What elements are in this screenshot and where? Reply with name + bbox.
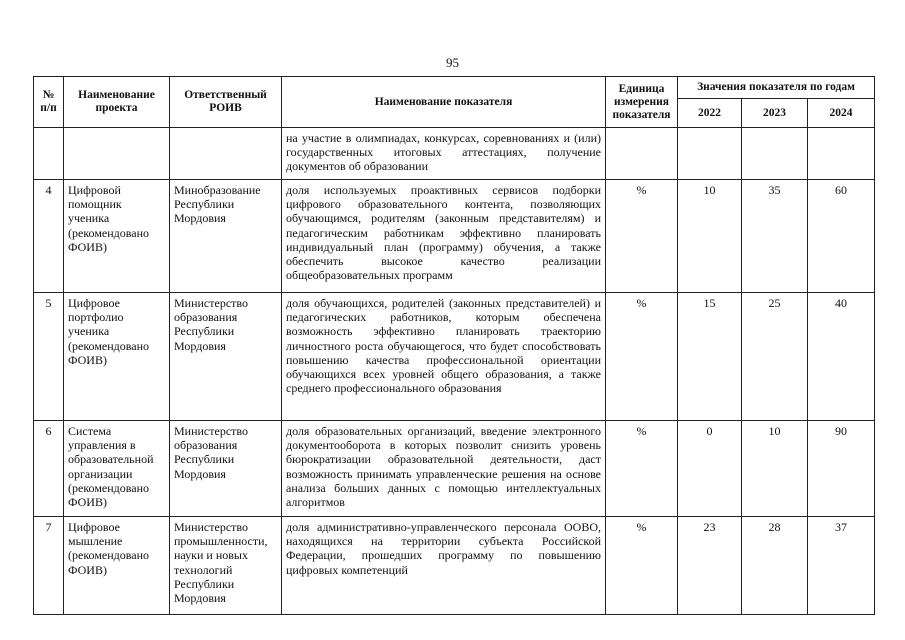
row-value-2024: 60 — [808, 180, 875, 293]
header-indicator: Наименование показателя — [282, 77, 606, 128]
header-year-2024: 2024 — [808, 99, 875, 128]
row-value-2024: 37 — [808, 517, 875, 615]
row-indicator: доля обучающихся, родителей (законных представителей) и педагогических работников, которым обеспечена возможность эффективно планировать траекторию личностного роста обучающегося, что будет способствовать повышению качества профессиональной ориентации обучающихся всех уровней общего образования, а также среднего профессионального образования — [282, 293, 606, 421]
table-row — [34, 180, 875, 293]
row-value-2022: 23 — [678, 517, 742, 615]
row-indicator: доля административно-управленческого персонала ООВО, находящихся на территории субъекта Российской Федерации, прошедших программу по повышению цифровых компетенций — [282, 517, 606, 615]
table-row — [34, 293, 875, 421]
row-value-2023: 10 — [742, 421, 808, 517]
row-project: Цифровой помощник ученика (рекомендовано ФОИВ) — [64, 180, 170, 293]
row-value-2022 — [678, 128, 742, 180]
header-year-2023: 2023 — [742, 99, 808, 128]
row-project: Система управления в образовательной организации (рекомендовано ФОИВ) — [64, 421, 170, 517]
header-unit: Единица измерения показателя — [606, 77, 678, 128]
indicators-table — [33, 76, 875, 615]
row-unit: % — [606, 180, 678, 293]
row-unit: % — [606, 421, 678, 517]
row-no — [34, 128, 64, 180]
row-value-2022: 10 — [678, 180, 742, 293]
row-no: 7 — [34, 517, 64, 615]
row-value-2023: 28 — [742, 517, 808, 615]
table-row — [34, 517, 875, 615]
row-value-2023: 35 — [742, 180, 808, 293]
row-unit: % — [606, 517, 678, 615]
table-row — [34, 421, 875, 517]
row-value-2024: 40 — [808, 293, 875, 421]
row-unit — [606, 128, 678, 180]
row-value-2022: 15 — [678, 293, 742, 421]
header-no: № п/п — [34, 77, 64, 128]
row-responsible — [170, 128, 282, 180]
row-no: 4 — [34, 180, 64, 293]
row-indicator: доля образовательных организаций, введение электронного документооборота в которых позволит снизить уровень бюрократизации образовательной деятельности, даст возможность принимать управленческие решения на основе анализа больших данных с помощью интеллектуальных алгоритмов — [282, 421, 606, 517]
row-project: Цифровое портфолио ученика (рекомендовано ФОИВ) — [64, 293, 170, 421]
row-value-2022: 0 — [678, 421, 742, 517]
header-project: Наименование проекта — [64, 77, 170, 128]
row-value-2024 — [808, 128, 875, 180]
row-responsible: Министерство образования Республики Мордовия — [170, 421, 282, 517]
row-unit: % — [606, 293, 678, 421]
page-number: 95 — [446, 55, 459, 70]
header-year-2022: 2022 — [678, 99, 742, 128]
row-responsible: Минобразование Республики Мордовия — [170, 180, 282, 293]
row-no: 6 — [34, 421, 64, 517]
header-row — [34, 77, 875, 99]
row-value-2024: 90 — [808, 421, 875, 517]
row-project: Цифровое мышление (рекомендовано ФОИВ) — [64, 517, 170, 615]
row-project — [64, 128, 170, 180]
table-row — [34, 128, 875, 180]
row-indicator: на участие в олимпиадах, конкурсах, соревнованиях и (или) государственных итоговых аттестациях, получение документов об образовании — [282, 128, 606, 180]
row-responsible: Министерство промышленности, науки и новых технологий Республики Мордовия — [170, 517, 282, 615]
header-values: Значения показателя по годам — [678, 77, 875, 99]
row-responsible: Министерство образования Республики Мордовия — [170, 293, 282, 421]
header-responsible: Ответственный РОИВ — [170, 77, 282, 128]
row-value-2023 — [742, 128, 808, 180]
row-indicator: доля используемых проактивных сервисов подборки цифрового образовательного контента, позволяющих обучающимся, родителям (законным представителям) и педагогическим работникам эффективно планировать индивидуальный план (программу) обучения, а также обеспечить высокое качество реализации общеобразовательных программ — [282, 180, 606, 293]
row-no: 5 — [34, 293, 64, 421]
row-value-2023: 25 — [742, 293, 808, 421]
